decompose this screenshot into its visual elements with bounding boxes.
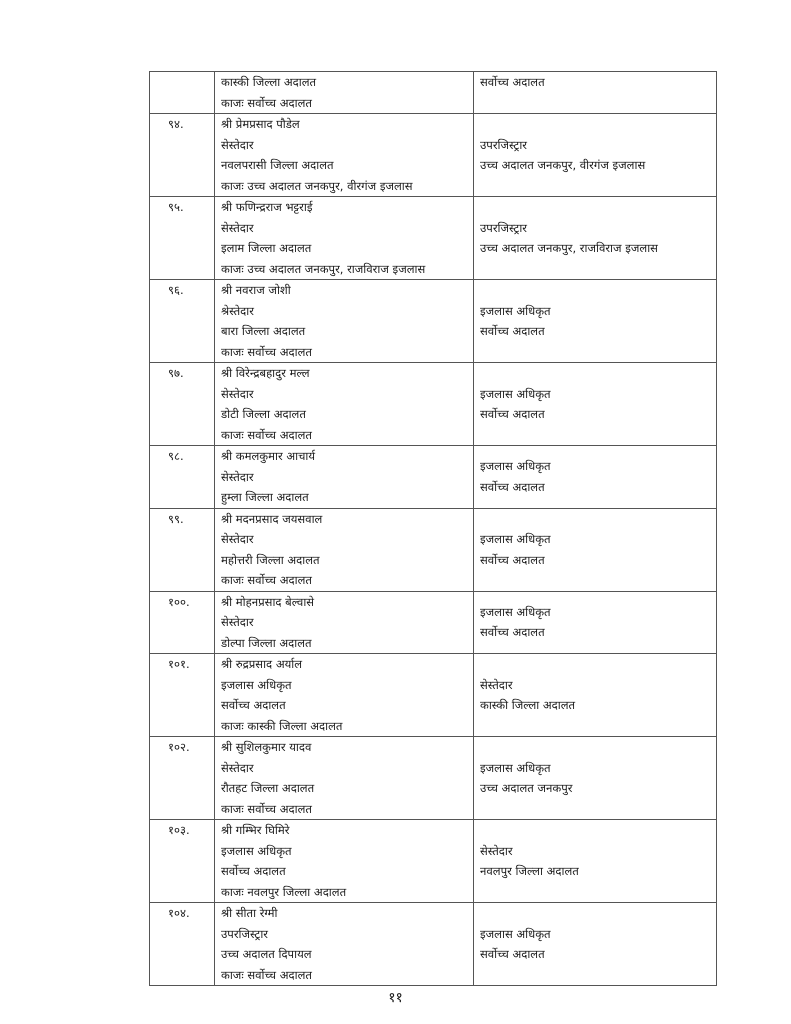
table-row — [150, 654, 717, 737]
table-row — [150, 197, 717, 280]
table-row — [150, 114, 717, 197]
new-position-line: नवलपुर जिल्ला अदालत — [480, 864, 579, 878]
table-row — [150, 72, 717, 114]
serial-number: १०२. — [150, 737, 215, 820]
current-position-line: श्री गम्भिर घिमिरे — [221, 823, 290, 837]
current-position-line: उपरजिस्ट्रार — [221, 926, 269, 941]
table-row — [150, 591, 717, 654]
current-position-line: काजः नवलपुर जिल्ला अदालत — [221, 884, 347, 899]
serial-number: १०३. — [150, 820, 215, 903]
new-position-cell — [474, 197, 717, 280]
new-position-cell — [474, 820, 717, 903]
current-position-line: श्री मोहनप्रसाद बेल्वासे — [221, 594, 315, 609]
serial-number: १०१. — [150, 654, 215, 737]
current-position-line: हुम्ला जिल्ला अदालत — [221, 490, 309, 504]
current-position-line: काजः उच्च अदालत जनकपुर, राजविराज इजलास — [221, 261, 426, 276]
current-position-line: श्री सीता रेग्मी — [221, 906, 278, 920]
current-position-line: इजलास अधिकृत — [221, 843, 292, 858]
current-position-cell — [215, 197, 474, 280]
new-position-cell — [474, 508, 717, 591]
table-row — [150, 280, 717, 363]
current-position-line: सेस्तेदार — [221, 760, 254, 775]
current-position-line: श्री रुद्रप्रसाद अर्याल — [221, 657, 303, 671]
new-position-line: इजलास अधिकृत — [480, 303, 551, 318]
current-position-line: श्री नवराज जोशी — [221, 283, 291, 297]
table-row — [150, 903, 717, 986]
current-position-line: नवलपरासी जिल्ला अदालत — [221, 158, 334, 172]
current-position-line: काजः कास्की जिल्ला अदालत — [221, 718, 343, 733]
new-position-line: इजलास अधिकृत — [480, 386, 551, 401]
current-position-line: काजः सर्वोच्च अदालत — [221, 427, 312, 442]
current-position-line: काजः सर्वोच्च अदालत — [221, 573, 312, 587]
serial-number: ९६. — [150, 280, 215, 363]
new-position-cell — [474, 591, 717, 654]
table-row — [150, 363, 717, 446]
current-position-line: श्री विरेन्द्रबहादुर मल्ल — [221, 366, 310, 380]
new-position-cell — [474, 654, 717, 737]
current-position-line: उच्च अदालत दिपायल — [221, 947, 312, 961]
new-position-cell — [474, 737, 717, 820]
serial-number: ९७. — [150, 363, 215, 446]
current-position-line: डोटी जिल्ला अदालत — [221, 407, 306, 421]
current-position-cell — [215, 820, 474, 903]
serial-number: ९८. — [150, 446, 215, 509]
new-position-line: सर्वोच्च अदालत — [480, 552, 545, 567]
new-position-line: सेस्तेदार — [480, 677, 513, 692]
new-position-cell — [474, 72, 717, 114]
current-position-line: सर्वोच्च अदालत — [221, 698, 286, 712]
serial-number: १००. — [150, 591, 215, 654]
new-position-line: सर्वोच्च अदालत — [480, 324, 545, 338]
current-position-line: सेस्तेदार — [221, 386, 254, 401]
current-position-cell — [215, 508, 474, 591]
serial-number: ९४. — [150, 114, 215, 197]
current-position-line: श्री मदनप्रसाद जयसवाल — [221, 511, 323, 526]
new-position-line: उच्च अदालत जनकपुर — [480, 781, 573, 795]
new-position-line: इजलास अधिकृत — [480, 604, 551, 619]
current-position-line: श्री प्रेमप्रसाद पौडेल — [221, 117, 300, 131]
serial-number: ९५. — [150, 197, 215, 280]
current-position-line: सेस्तेदार — [221, 220, 254, 235]
table-row — [150, 820, 717, 903]
new-position-line: कास्की जिल्ला अदालत — [480, 698, 576, 712]
new-position-cell — [474, 363, 717, 446]
current-position-line: श्रेस्तेदार — [221, 303, 254, 318]
current-position-line: महोत्तरी जिल्ला अदालत — [221, 552, 320, 567]
current-position-cell — [215, 114, 474, 197]
current-position-line: सेस्तेदार — [221, 137, 254, 152]
current-position-line: सर्वोच्च अदालत — [221, 864, 286, 878]
current-position-cell — [215, 654, 474, 737]
table-row — [150, 508, 717, 591]
table-row — [150, 446, 717, 509]
current-position-cell — [215, 903, 474, 986]
current-position-line: इलाम जिल्ला अदालत — [221, 241, 312, 255]
serial-number: ९९. — [150, 508, 215, 591]
page-number: ११ — [388, 990, 403, 1006]
new-position-line: उपरजिस्ट्रार — [480, 220, 528, 235]
new-position-line: उच्च अदालत जनकपुर, वीरगंज इजलास — [480, 158, 646, 172]
new-position-cell — [474, 280, 717, 363]
current-position-line: बारा जिल्ला अदालत — [221, 324, 306, 338]
new-position-cell — [474, 446, 717, 509]
current-position-cell — [215, 591, 474, 654]
current-position-line: काजः सर्वोच्च अदालत — [221, 344, 312, 359]
current-position-line: श्री सुशिलकुमार यादव — [221, 740, 312, 754]
new-position-line: सेस्तेदार — [480, 843, 513, 858]
new-position-line: सर्वोच्च अदालत — [480, 479, 545, 494]
new-position-line: इजलास अधिकृत — [480, 532, 551, 546]
current-position-line: श्री फणिन्द्रराज भट्टराई — [221, 200, 313, 214]
current-position-cell — [215, 363, 474, 446]
new-position-line: उच्च अदालत जनकपुर, राजविराज इजलास — [480, 241, 658, 255]
new-position-line: सर्वोच्च अदालत — [480, 625, 545, 640]
new-position-line: इजलास अधिकृत — [480, 760, 551, 775]
serial-number: १०४. — [150, 903, 215, 986]
transfer-records-table — [149, 71, 717, 986]
serial-number — [150, 72, 215, 114]
new-position-line: सर्वोच्च अदालत — [480, 75, 545, 89]
current-position-line: काजः सर्वोच्च अदालत — [221, 95, 312, 110]
new-position-line: सर्वोच्च अदालत — [480, 407, 545, 421]
current-position-line: सेस्तेदार — [221, 469, 254, 484]
current-position-line: डोल्पा जिल्ला अदालत — [221, 635, 312, 650]
new-position-cell — [474, 903, 717, 986]
current-position-line: कास्की जिल्ला अदालत — [221, 75, 317, 89]
new-position-cell — [474, 114, 717, 197]
current-position-line: काजः सर्वोच्च अदालत — [221, 801, 312, 816]
new-position-line: उपरजिस्ट्रार — [480, 137, 528, 152]
new-position-line: इजलास अधिकृत — [480, 459, 551, 474]
current-position-cell — [215, 280, 474, 363]
current-position-line: काजः सर्वोच्च अदालत — [221, 967, 312, 982]
current-position-line: रौतहट जिल्ला अदालत — [221, 781, 315, 795]
current-position-line: सेस्तेदार — [221, 532, 254, 546]
current-position-line: सेस्तेदार — [221, 615, 254, 629]
new-position-line: इजलास अधिकृत — [480, 926, 551, 941]
current-position-line: काजः उच्च अदालत जनकपुर, वीरगंज इजलास — [221, 178, 413, 193]
current-position-line: इजलास अधिकृत — [221, 677, 292, 692]
table-row — [150, 737, 717, 820]
new-position-line: सर्वोच्च अदालत — [480, 947, 545, 961]
current-position-line: श्री कमलकुमार आचार्य — [221, 449, 316, 463]
current-position-cell — [215, 72, 474, 114]
current-position-cell — [215, 737, 474, 820]
table-body — [150, 72, 717, 986]
current-position-cell — [215, 446, 474, 509]
